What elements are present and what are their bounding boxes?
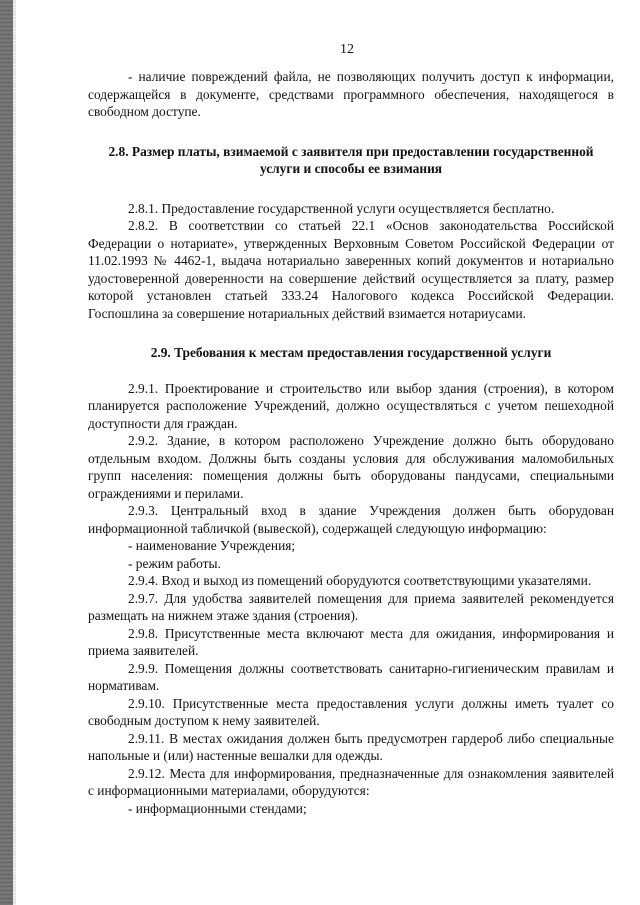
section-heading-2-9: 2.9. Требования к местам предоставления государственной услуги: [150, 345, 552, 360]
paragraph-2-9-1: 2.9.1. Проектирование и строительство или выбор здания (строения), в котором планируется расположение Учреждений, должно осуществляться с учетом пешеходной доступности для граждан.: [88, 380, 614, 431]
paragraph-2-9-10: 2.9.10. Присутственные места предоставления услуги должны иметь туалет со свободным доступом к нему заявителей.: [88, 695, 614, 728]
page-number: 12: [340, 42, 354, 57]
paragraph-2-9-12: 2.9.12. Места для информирования, предназначенные для ознакомления заявителей с информационными материалами, оборудуются:: [88, 765, 614, 798]
paragraph-2-9-8: 2.9.8. Присутственные места включают места для ожидания, информирования и приема заявителей.: [88, 625, 614, 658]
list-item-schedule: - режим работы.: [128, 555, 221, 571]
document-body: [88, 68, 614, 817]
paragraph-2-9-3: 2.9.3. Центральный вход в здание Учреждения должен быть оборудован информационной табличкой (вывеской), содержащей следующую информацию:: [88, 503, 614, 536]
paragraph-2-8-2: 2.8.2. В соответствии со статьей 22.1 «Основ законодательства Российской Федерации о нотариате», утвержденных Верховным Советом Российской Федерации от 11.02.1993 № 4462-1, выдача нотариально заверенных копий документов и нотариально удостоверенной доверенности на совершение действий осуществляется за плату, размер которой установлен статьей 333.24 Налогового кодекса Российской Федерации. Госпошлина за совершение нотариальных действий взимается нотариусами.: [88, 218, 614, 321]
paragraph-2-9-9: 2.9.9. Помещения должны соответствовать санитарно-гигиеническим правилам и нормативам.: [88, 660, 614, 693]
paragraph-2-9-7: 2.9.7. Для удобства заявителей помещения для приема заявителей рекомендуется размещать на нижнем этаже здания (строения).: [88, 590, 614, 623]
paragraph-file-damage: - наличие повреждений файла, не позволяющих получить доступ к информации, содержащейся в документе, средствами программного обеспечения, находящегося в свободном доступе.: [88, 69, 614, 119]
list-item-name: - наименование Учреждения;: [128, 538, 296, 553]
paragraph-2-9-2: 2.9.2. Здание, в котором расположено Учреждение должно быть оборудовано отдельным входом. Должны быть созданы условия для обслуживания маломобильных групп населения: помещения должны быть оборудованы пандусами, специальными ограждениями и перилами.: [88, 433, 614, 501]
paragraph-2-9-4: 2.9.4. Вход и выход из помещений оборудуются соответствующими указателями.: [128, 573, 592, 588]
paragraph-2-9-11: 2.9.11. В местах ожидания должен быть предусмотрен гардероб либо специальные напольные и (или) настенные вешалки для одежды.: [88, 730, 614, 763]
list-item-info-stands: - информационными стендами;: [128, 800, 307, 816]
paragraph-2-8-1: 2.8.1. Предоставление государственной услуги осуществляется бесплатно.: [128, 200, 555, 216]
section-heading-2-8: 2.8. Размер платы, взимаемой с заявителя при предоставлении государственной услуги и способы ее взимания: [108, 143, 594, 176]
scan-edge-artifact: [0, 0, 13, 905]
